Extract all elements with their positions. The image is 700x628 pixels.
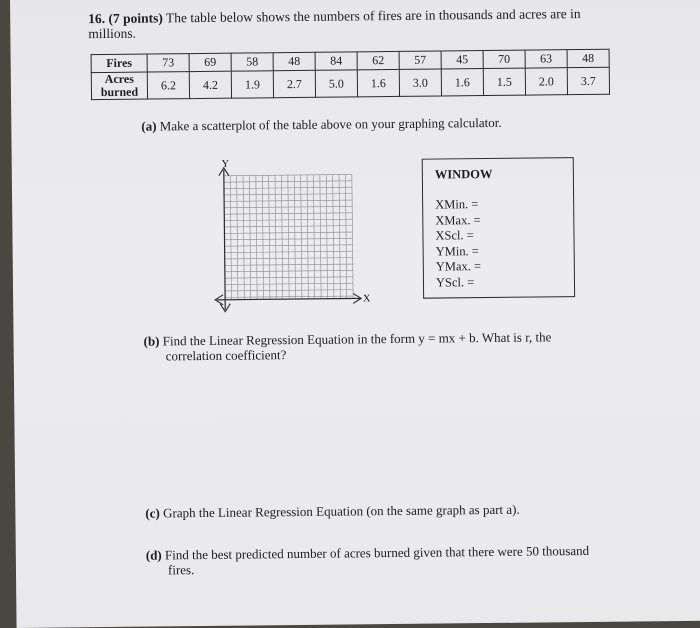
part-a [141,115,501,134]
grid-line [313,175,314,299]
window-item-xscl: XScl. = [435,228,474,243]
grid-line [243,176,244,300]
grid-line [352,174,353,298]
grid-line [275,175,276,299]
window-settings-box [422,157,575,299]
table-cell: 73 [147,54,189,72]
table-cell: 63 [525,50,567,68]
grid-lines [224,174,353,299]
grid-line [262,175,263,299]
part-b-line1: Find the Linear Regression Equation in the form y = mx + b. What is r, the [162,329,552,349]
window-item-ymin: YMin. = [435,243,479,259]
table-cell: 70 [483,50,525,68]
question-number: 16. [88,11,106,27]
table-cell: 69 [189,53,231,71]
grid-line [269,175,270,299]
window-item-xmin: XMin. = [435,197,479,212]
table-cell: 3.0 [399,69,441,96]
x-axis [217,298,361,300]
grid-line [345,174,346,298]
row-label-fires: Fires [91,54,147,73]
table-cell: 2.0 [525,68,567,95]
grid-line [288,175,289,299]
window-item-ymax: YMax. = [435,259,482,274]
grid-line [326,175,327,299]
grid-line [307,175,308,299]
table-cell: 5.0 [315,70,357,97]
part-b-label: (b) [143,333,160,349]
table-cell: 3.7 [567,67,609,94]
grid-line [256,175,257,299]
part-c-label: (c) [145,505,160,521]
part-c [145,502,519,521]
grid-line [320,175,321,299]
table-cell: 48 [273,52,315,70]
table-cell: 48 [567,49,609,67]
grid-line [281,175,282,299]
grid-line [301,175,302,299]
y-axis-label: Y [221,158,230,170]
table-cell: 1.9 [231,71,273,98]
part-a-label: (a) [141,118,157,134]
part-b [144,329,552,363]
table-cell: 58 [231,53,273,71]
part-a-text: Make a scatterplot of the table above on your graphing calculator. [159,114,502,134]
y-axis [224,170,225,310]
grid-line [249,176,250,300]
blank-grid-graph [202,156,384,318]
table-cell: 1.6 [357,69,399,96]
question-text: The table below shows the numbers of fires are in thousands and acres are in millions. [88,6,581,42]
window-title: WINDOW [434,166,493,182]
window-list [435,197,481,290]
table-cell: 57 [399,51,441,69]
part-d-line2: fires. [167,562,195,578]
table-cell: 6.2 [147,72,189,99]
table-cell: 45 [441,51,483,69]
row-label-acres: Acres burned [91,72,147,100]
part-d-line1: Find the best predicted number of acres burned given that there were 50 thousand [164,542,590,563]
graph-area [202,156,384,318]
worksheet-page [10,0,700,628]
part-b-line2: correlation coefficient? [165,347,287,364]
question-points: (7 points) [108,10,163,26]
part-c-text: Graph the Linear Regression Equation (on the same graph as part a). [162,501,520,521]
table-cell: 1.6 [441,69,483,96]
part-d [146,543,590,578]
grid-line [339,175,340,299]
window-item-yscl: YScl. = [435,274,475,290]
grid-line [294,175,295,299]
x-axis-label: X [363,293,371,305]
grid-line [333,175,334,299]
fires-acres-table [91,49,610,100]
part-d-label: (d) [145,547,162,563]
table-cell: 62 [357,51,399,69]
grid-line [237,176,238,300]
grid-line [230,176,231,300]
table-cell: 2.7 [273,70,315,97]
window-item-xmax: XMax. = [435,212,481,228]
table-cell: 4.2 [189,71,231,98]
table-cell: 1.5 [483,68,525,95]
question-header [88,6,608,41]
table-row-acres [91,67,609,99]
table-cell: 84 [315,52,357,70]
